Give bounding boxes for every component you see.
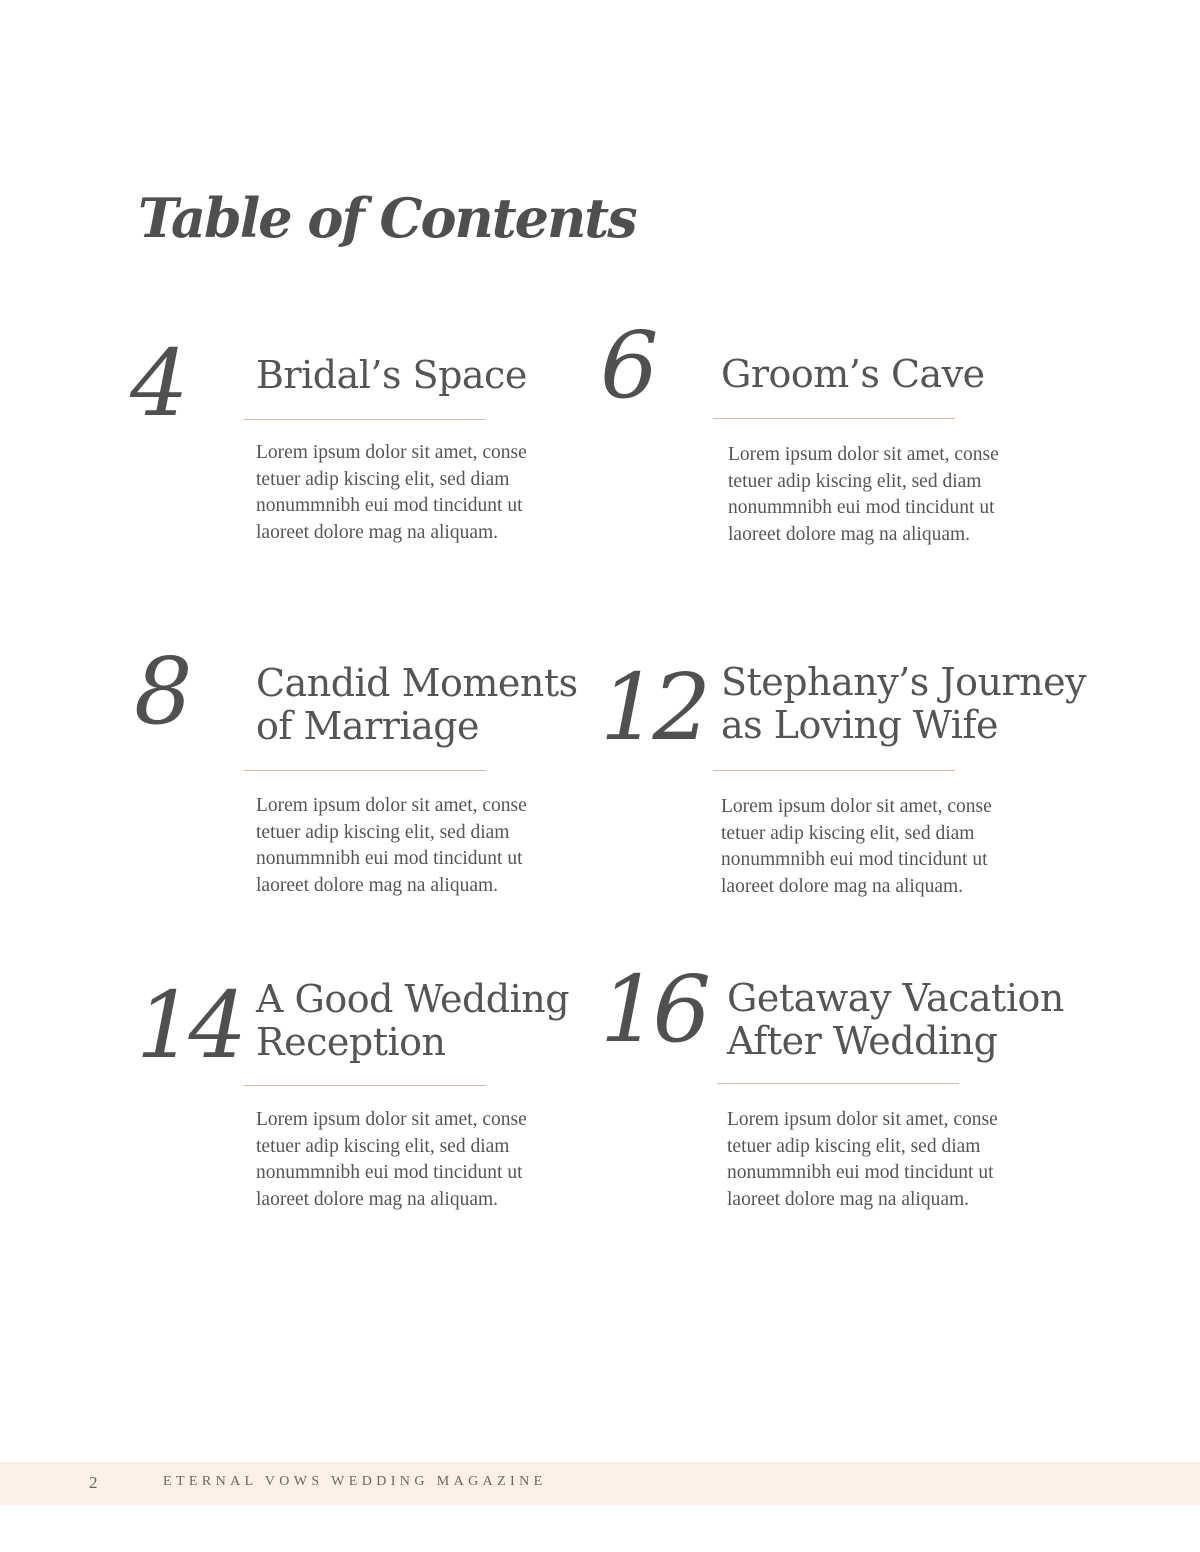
toc-entry-title-line: Bridal’s Space xyxy=(256,353,527,397)
divider xyxy=(244,770,486,771)
toc-entry-title-line: Groom’s Cave xyxy=(721,352,985,396)
footer-page-number: 2 xyxy=(89,1473,98,1492)
toc-entry-description: Lorem ipsum dolor sit amet, conse tetuer adip kiscing elit, sed diam nonummnibh eui mod tincidunt ut laoreet dolore mag na aliquam. xyxy=(727,1109,998,1210)
toc-entry-description: Lorem ipsum dolor sit amet, conse tetuer adip kiscing elit, sed diam nonummnibh eui mod tincidunt ut laoreet dolore mag na aliquam. xyxy=(256,1109,527,1210)
toc-entry-title xyxy=(727,977,1064,1063)
divider xyxy=(713,770,955,771)
toc-entry-description: Lorem ipsum dolor sit amet, conse tetuer adip kiscing elit, sed diam nonummnibh eui mod tincidunt ut laoreet dolore mag na aliquam. xyxy=(728,444,999,545)
toc-entry-description: Lorem ipsum dolor sit amet, conse tetuer adip kiscing elit, sed diam nonummnibh eui mod tincidunt ut laoreet dolore mag na aliquam. xyxy=(256,795,527,896)
divider xyxy=(717,1083,959,1084)
toc-page-number: 14 xyxy=(136,972,242,1079)
toc-entry-title-line: Candid Moments xyxy=(256,661,578,705)
page-title: Table of Contents xyxy=(138,186,636,250)
toc-entry-title-line: Stephany’s Journey xyxy=(721,660,1087,704)
toc-page-number: 4 xyxy=(130,330,183,437)
toc-page-number: 6 xyxy=(600,312,653,419)
divider xyxy=(244,419,486,420)
toc-entry-description: Lorem ipsum dolor sit amet, conse tetuer adip kiscing elit, sed diam nonummnibh eui mod tincidunt ut laoreet dolore mag na aliquam. xyxy=(256,442,527,543)
footer-magazine-name: ETERNAL VOWS WEDDING MAGAZINE xyxy=(163,1474,547,1489)
toc-entry-title-line: A Good Wedding xyxy=(256,977,570,1021)
toc-entry-description: Lorem ipsum dolor sit amet, conse tetuer adip kiscing elit, sed diam nonummnibh eui mod tincidunt ut laoreet dolore mag na aliquam. xyxy=(721,796,992,897)
toc-entry-title xyxy=(256,662,578,748)
toc-entry-title-line: of Marriage xyxy=(256,704,480,748)
toc-entry-title xyxy=(721,661,1086,747)
toc-entry-title-line: Getaway Vacation xyxy=(727,976,1064,1020)
toc-page-number: 8 xyxy=(134,638,187,745)
toc-entry-title-line: as Loving Wife xyxy=(721,703,998,747)
toc-entry-title xyxy=(256,354,527,397)
toc-page-number: 16 xyxy=(600,956,706,1063)
toc-entry-title-line: Reception xyxy=(256,1020,446,1064)
footer-bar xyxy=(0,1462,1200,1505)
toc-entry-title xyxy=(256,978,569,1064)
divider xyxy=(713,418,955,419)
toc-entry-title xyxy=(721,353,985,396)
divider xyxy=(244,1085,486,1086)
toc-page-number: 12 xyxy=(600,654,706,761)
toc-entry-title-line: After Wedding xyxy=(727,1019,998,1063)
